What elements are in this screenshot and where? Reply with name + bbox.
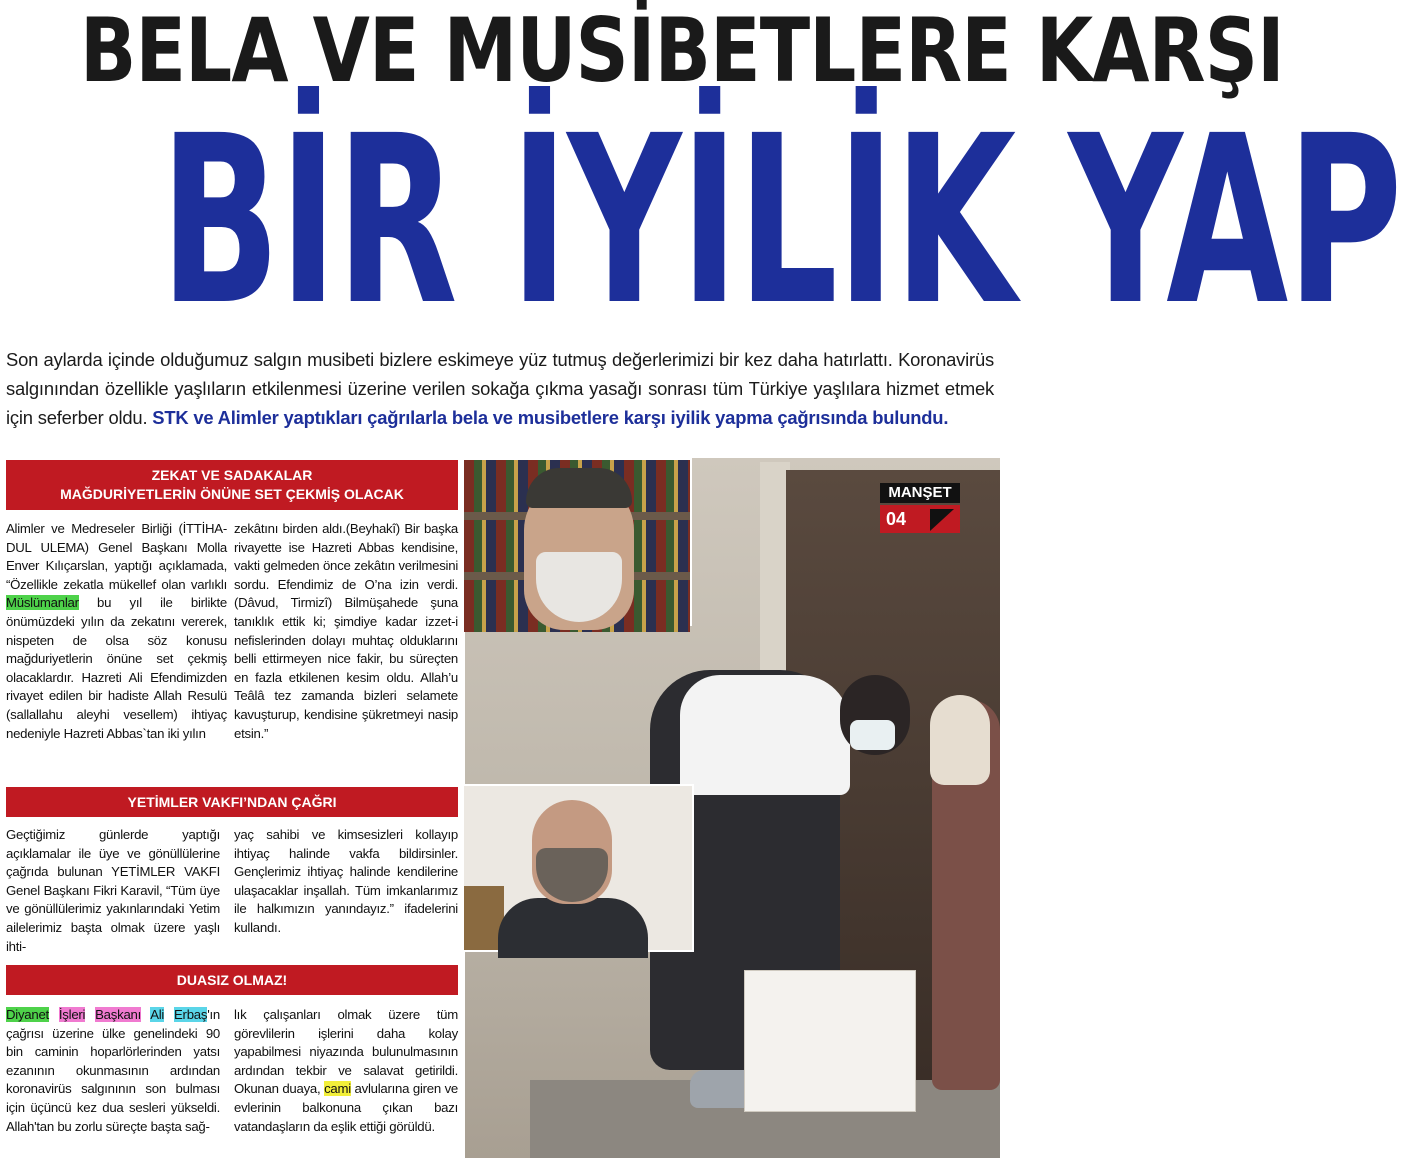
section3-col2-text: lık çalışanları olmak üzere tüm görevlilerin işlerini daha kolay yapabilmesi niyazında bulunulmasının ardından tekbir ve salavat getirildi. Okunan duaya, — [234, 1007, 458, 1097]
portrait-suit — [498, 898, 648, 958]
manset-arrow-icon — [930, 509, 954, 531]
section3-column1 — [6, 1006, 220, 1136]
highlight-diyanet: Diyanet — [6, 1007, 49, 1022]
section2-column2: yaç sahibi ve kimsesizleri kollayıp ihtiyaç halinde vakfa bildirsinler. Gençlerimiz ihtiyaç halinde kendilerine ulaşacaklar inşallah. Tüm imkanlarımız ile halkımızın yanındayız.” ifadelerini kullandı. — [234, 827, 458, 935]
photo-headscarf — [930, 695, 990, 785]
portrait-molla-enver — [462, 458, 692, 626]
intro-highlight: STK ve Alimler yaptıkları çağrılarla bela ve musibetlere karşı iyilik yapma çağrısında bulundu. — [152, 407, 949, 428]
headline-line2: BİR İYİLİK YAP — [160, 86, 1401, 356]
highlight-baskani: Başkanı — [95, 1007, 142, 1022]
section1-title-line1: ZEKAT VE SADAKALAR — [151, 467, 313, 483]
section1-title-line2: MAĞDURİYETLERİN ÖNÜNE SET ÇEKMİŞ OLACAK — [60, 486, 404, 502]
section3-banner: DUASIZ OLMAZ! — [6, 965, 458, 995]
photo-face-mask — [850, 720, 895, 750]
section3-column2 — [234, 1006, 458, 1136]
manset-badge — [880, 483, 960, 533]
highlight-isleri: İşleri — [58, 1007, 86, 1022]
section1-col1-text: Alimler ve Medreseler Birliği (İTTİHA-DUL ULEMA) Genel Başkanı Molla Enver Kılıçarslan, yaptığı açıklamada, “Özellikle zekatla mükellef olan varlıklı — [6, 521, 227, 592]
manset-number: 04 — [880, 505, 960, 533]
section2-banner: YETİMLER VAKFI’NDAN ÇAĞRI — [6, 787, 458, 817]
photo-vest — [680, 675, 850, 795]
portrait-cap — [526, 468, 632, 508]
highlight-muslumanlar: Müslümanlar — [6, 595, 79, 611]
portrait-fikri-karavil — [462, 784, 694, 952]
section1-column1 — [6, 520, 227, 743]
section1-column2: zekâtını birden aldı.(Beyhakî) Bir başka rivayette ise Hazreti Abbas kendisine, vakti gelmeden önce zekâtın verilmesini sordu. Efendimiz de O’na izin verdi.(Dâvud, Tirmizî) Bilmüşahede şuna tanıklık ettik ki; şimdiye kadar izzet-i nefislerinden dolayı muhtaç olduklarını belli ettirmeyen nice fakir, bu süreçten en fazla etkilenen kesim oldu. Allah’u Teâlâ tez zamanda bizleri selamete kavuşturup, kendisine şükretmeyi nasip etsin.” — [234, 521, 458, 741]
highlight-cami: cami — [324, 1081, 351, 1097]
section1-col1-text-rest: bu yıl ile birlikte önümüzdeki yılın da zekatını vererek, nispeten de olsa söz konusu mağduriyetlerin önüne set çekmiş olacaklardır. Hazreti Ali Efendimizden rivayet edilen bir hadiste Allah Resulü (sallallahu aleyhi vesellem) ihtiyaç nedeniyle Hazreti Abbas`tan iki yılın — [6, 595, 227, 741]
photo-aid-box — [744, 970, 916, 1112]
highlight-erbas: Erbaş — [174, 1007, 208, 1022]
intro-paragraph — [6, 345, 994, 432]
intro-text: Son aylarda içinde olduğumuz salgın musibeti bizlere eskimeye yüz tutmuş değerlerimizi bir kez daha hatırlattı. Koronavirüs salgınından özellikle yaşlıların etkilenmesi üzerine verilen sokağa çıkma yasağı sonrası tüm Türkiye yaşlılara hizmet etmek için seferber oldu. — [6, 349, 994, 428]
section3-col2-text-rest: avlularına giren ve evlerinin balkonuna çıkan bazı vatandaşların da eşlik ettiği görüldü. — [234, 1081, 458, 1134]
manset-label: MANŞET — [880, 483, 960, 503]
section1-banner — [6, 460, 458, 510]
highlight-ali: Ali — [150, 1007, 165, 1022]
section3-col1-text: 'ın çağrısı üzerine ülke genelindeki 90 bin caminin hoparlörlerinden yatsı ezanının okunmasının ardından koronavirüs salgınının son bulması için üçüncü kez dua sesleri yükseldi. Allah'tan bu zorlu süreçte başta sağ- — [6, 1007, 220, 1134]
headline-line1: BELA VE MUSİBETLERE KARŞI — [80, 0, 1284, 102]
section2-column1: Geçtiğimiz günlerde yaptığı açıklamalar ile üye ve gönüllülerine çağrıda bulunan YETİMLER VAKFI Genel Başkanı Fikri Karavil, “Tüm üye ve gönüllülerimiz yakınlarındaki Yetim ailelerimiz başta olmak üzere yaşlı ihti- — [6, 827, 220, 954]
